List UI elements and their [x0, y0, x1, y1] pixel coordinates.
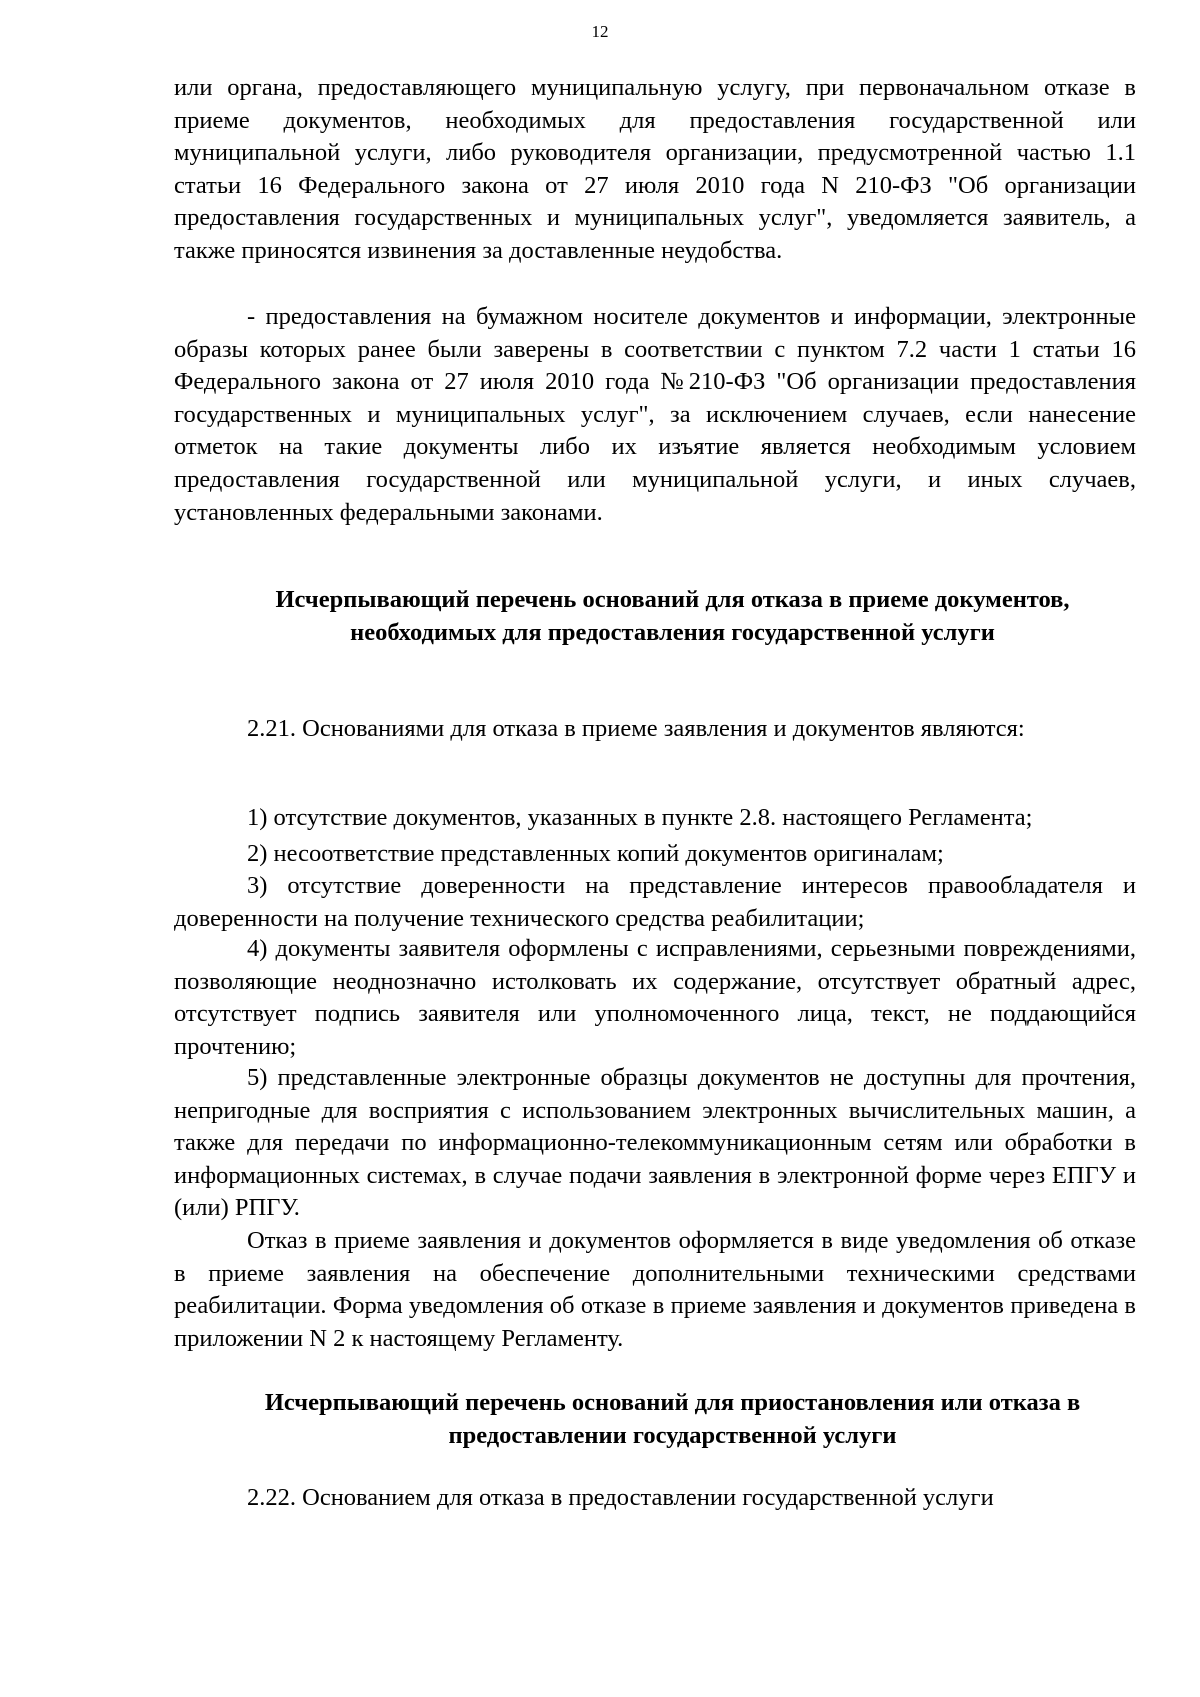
- paragraph-continuation: или органа, предоставляющего муниципальную услугу, при первоначальном отказе в приеме документов, необходимых для предоставления государственной или муниципальной услуги, либо руководителя организации, предусмотренной частью 1.1 статьи 16 Федерального закона от 27 июля 2010 года N 210-ФЗ "Об организации предоставления государственных и муниципальных услуг", уведомляется заявитель, а также приносятся извинения за доставленные неудобства.: [174, 74, 1136, 264]
- paragraph-paper-documents: - предоставления на бумажном носителе документов и информации, электронные образы которых ранее были заверены в соответствии с пунктом 7.2 части 1 статьи 16 Федерального закона от 27 июля 2010 года №210-ФЗ "Об организации предоставления государственных и муниципальных услуг", за исключением случаев, если нанесение отметок на такие документы либо их изъятие является необходимым условием предоставления государственной или муниципальной услуги, и иных случаев, установленных федеральными законами.: [174, 303, 1136, 526]
- paragraph-refusal-form: Отказ в приеме заявления и документов оформляется в виде уведомления об отказе в приеме заявления на обеспечение дополнительными техническими средствами реабилитации. Форма уведомления об отказе в приеме заявления и документов приведена в приложении N 2 к настоящему Регламенту.: [174, 1227, 1136, 1352]
- list-item-3: 3) отсутствие доверенности на представление интересов правообладателя и доверенности на получение технического средства реабилитации;: [174, 872, 1136, 932]
- paragraph-2-22: 2.22. Основанием для отказа в предоставлении государственной услуги: [247, 1484, 994, 1511]
- list-item-2: 2) несоответствие представленных копий документов оригиналам;: [247, 840, 944, 867]
- section-heading-suspension-refusal: Исчерпывающий перечень оснований для приостановления или отказа в предоставлении государственной услуги: [264, 1389, 1081, 1449]
- list-item-1: 1) отсутствие документов, указанных в пункте 2.8. настоящего Регламента;: [247, 804, 1033, 831]
- list-item-4: 4) документы заявителя оформлены с исправлениями, серьезными повреждениями, позволяющие неоднозначно истолковать их содержание, отсутствует обратный адрес, отсутствует подпись заявителя или уполномоченного лица, текст, не поддающийся прочтению;: [174, 935, 1136, 1060]
- list-item-5: 5) представленные электронные образцы документов не доступны для прочтения, непригодные для восприятия с использованием электронных вычислительных машин, а также для передачи по информационно-телекоммуникационным сетям или обработки в информационных системах, в случае подачи заявления в электронной форме через ЕПГУ и (или) РПГУ.: [174, 1064, 1136, 1222]
- section-heading-refusal-documents: Исчерпывающий перечень оснований для отказа в приеме документов, необходимых для предоставления государственной услуги: [275, 586, 1070, 646]
- paragraph-2-21: 2.21. Основаниями для отказа в приеме заявления и документов являются:: [247, 715, 1025, 742]
- page-number: 12: [591, 22, 609, 41]
